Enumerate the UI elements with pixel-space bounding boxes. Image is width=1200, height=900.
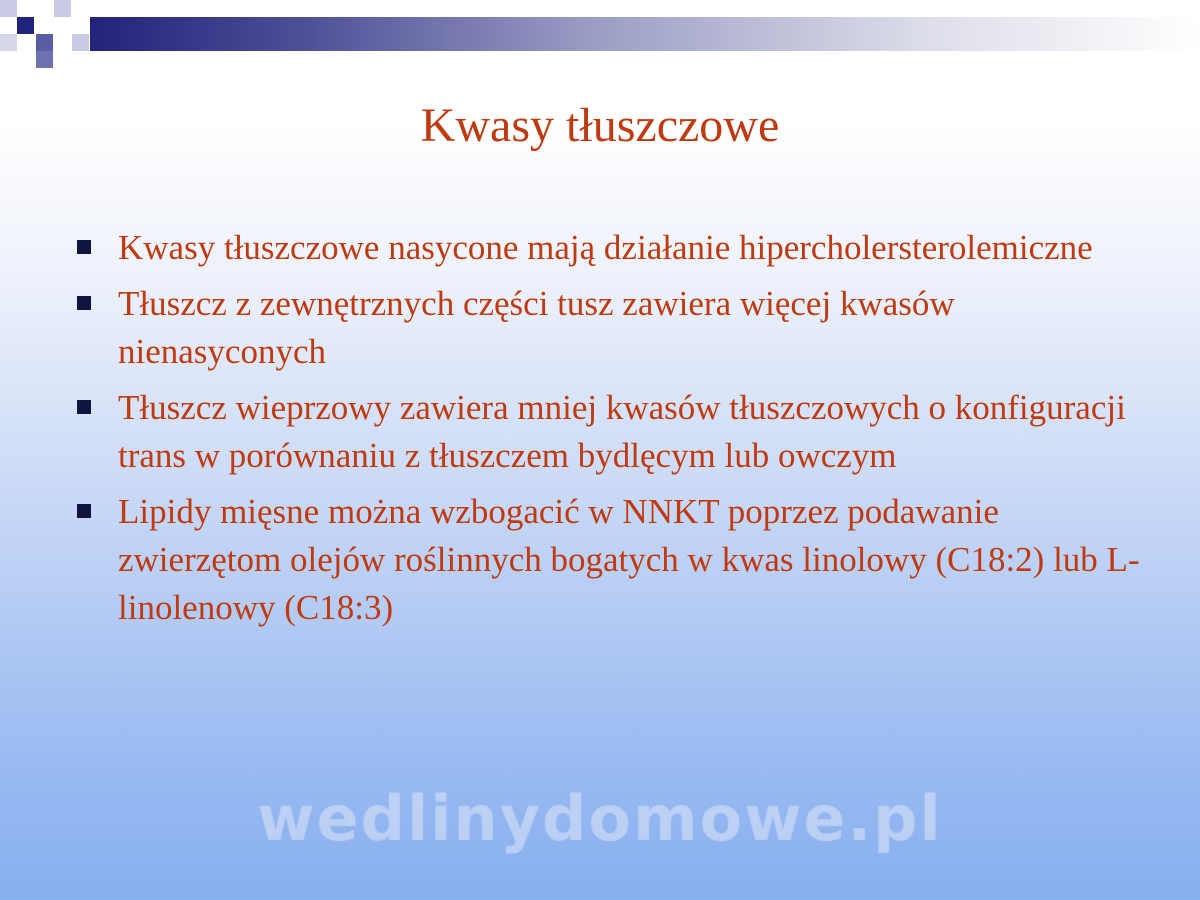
bullet-item	[72, 280, 1152, 376]
deco-square	[72, 34, 89, 51]
bullet-text: Tłuszcz wieprzowy zawiera mniej kwasów tłuszczowych o konfiguracji trans w porównaniu z tłuszczem bydlęcym lub owczym	[118, 388, 1126, 475]
bullet-item	[72, 384, 1152, 480]
deco-square	[54, 0, 71, 17]
top-gradient-band	[90, 17, 1200, 51]
bullet-text: Lipidy mięsne można wzbogacić w NNKT poprzez podawanie zwierzętom olejów roślinnych bogatych w kwas linolowy (C18:2) lub L-linolenowy (C18:3)	[118, 492, 1140, 627]
slide-title: Kwasy tłuszczowe	[420, 99, 780, 152]
bullet-item	[72, 224, 1152, 272]
deco-square	[0, 0, 17, 17]
deco-square	[0, 34, 17, 51]
deco-square	[36, 51, 53, 68]
corner-decoration	[0, 0, 1200, 80]
bullet-item	[72, 488, 1152, 632]
square-bullet-icon	[77, 504, 91, 518]
bullet-list	[72, 224, 1152, 640]
watermark: wedlinydomowe.pl	[257, 782, 943, 855]
bullet-text: Kwasy tłuszczowe nasycone mają działanie hipercholersterolemiczne	[118, 228, 1093, 267]
square-bullet-icon	[77, 240, 91, 254]
square-bullet-icon	[77, 400, 91, 414]
bullet-text: Tłuszcz z zewnętrznych części tusz zawiera więcej kwasów nienasyconych	[118, 284, 955, 371]
deco-square	[17, 17, 34, 34]
square-bullet-icon	[77, 296, 91, 310]
deco-square	[36, 34, 53, 51]
